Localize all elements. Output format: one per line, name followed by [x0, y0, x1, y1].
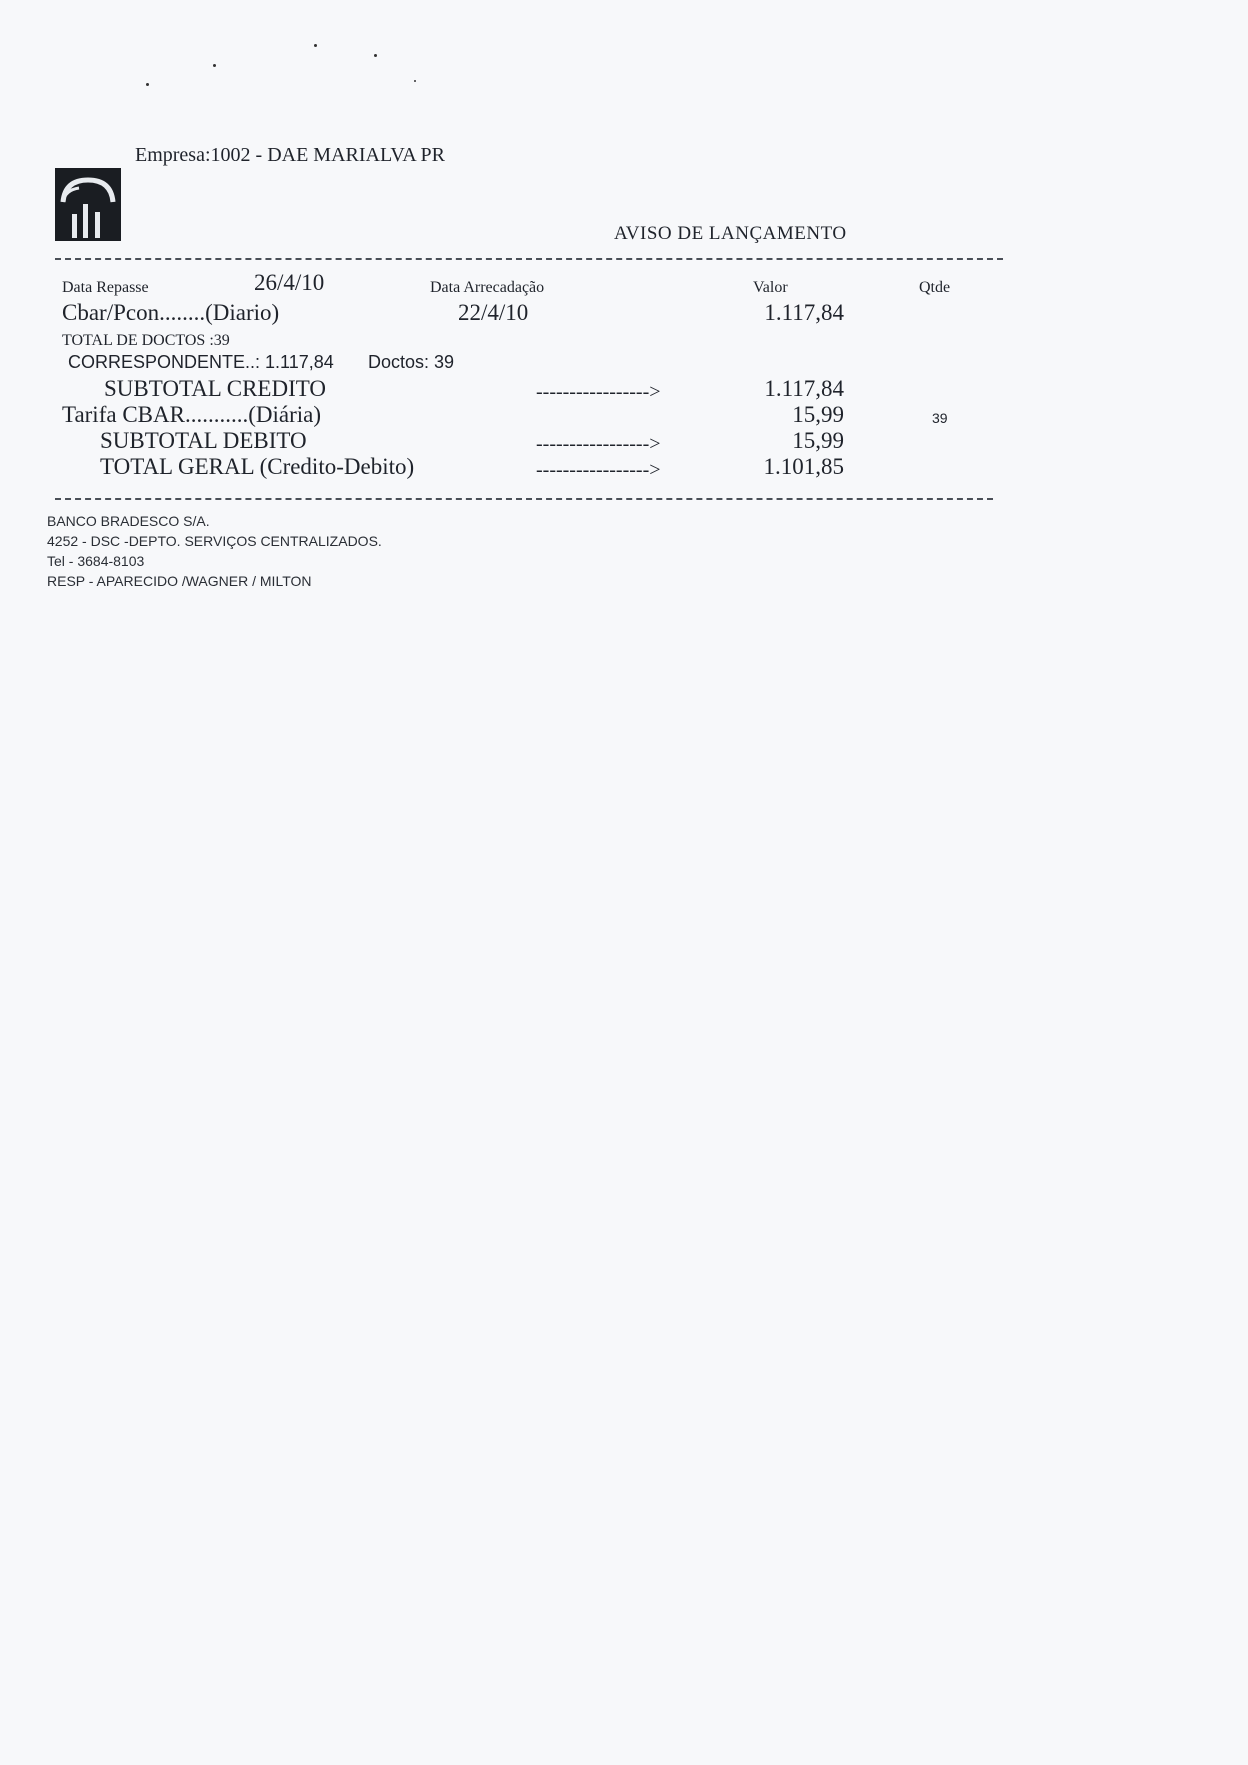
bank-logo	[55, 168, 121, 241]
correspondente-label: CORRESPONDENTE..: 1.117,84	[68, 352, 334, 372]
entry-date: 22/4/10	[458, 300, 529, 325]
subtotal-debito-label: SUBTOTAL DEBITO	[100, 428, 307, 453]
total-geral-label: TOTAL GERAL (Credito-Debito)	[100, 454, 415, 479]
entry-value: 1.117,84	[764, 300, 844, 325]
total-geral-value: 1.101,85	[763, 454, 844, 479]
data-arrecadacao-label: Data Arrecadação	[430, 279, 545, 296]
subtotal-credito-arrow: ----------------->	[536, 381, 661, 403]
total-docs: TOTAL DE DOCTOS :39	[62, 332, 230, 349]
data-repasse-label: Data Repasse	[62, 279, 149, 296]
footer-dept: 4252 - DSC -DEPTO. SERVIÇOS CENTRALIZADOS.	[47, 533, 382, 549]
footer-bank: BANCO BRADESCO S/A.	[47, 513, 210, 529]
top-divider	[55, 258, 1003, 260]
subtotal-credito-label: SUBTOTAL CREDITO	[104, 376, 326, 401]
footer-resp: RESP - APARECIDO /WAGNER / MILTON	[47, 573, 312, 589]
tarifa-value: 15,99	[792, 402, 844, 427]
subtotal-credito-value: 1.117,84	[764, 376, 844, 401]
subtotal-debito-value: 15,99	[792, 428, 844, 453]
entry-name: Cbar/Pcon........(Diario)	[62, 300, 280, 325]
subtotal-debito-arrow: ----------------->	[536, 433, 661, 455]
footer-tel: Tel - 3684-8103	[47, 553, 145, 569]
data-repasse-value: 26/4/10	[254, 270, 325, 295]
company-name: Empresa:1002 - DAE MARIALVA PR	[135, 144, 446, 166]
total-geral-arrow: ----------------->	[536, 459, 661, 481]
notice-title: AVISO DE LANÇAMENTO	[614, 223, 847, 244]
tarifa-label: Tarifa CBAR...........(Diária)	[62, 402, 321, 427]
qtde-label: Qtde	[919, 279, 951, 296]
valor-label: Valor	[753, 279, 788, 296]
correspondente-doctos: Doctos: 39	[368, 352, 455, 372]
bottom-divider	[55, 498, 993, 500]
tarifa-qty: 39	[932, 410, 948, 426]
